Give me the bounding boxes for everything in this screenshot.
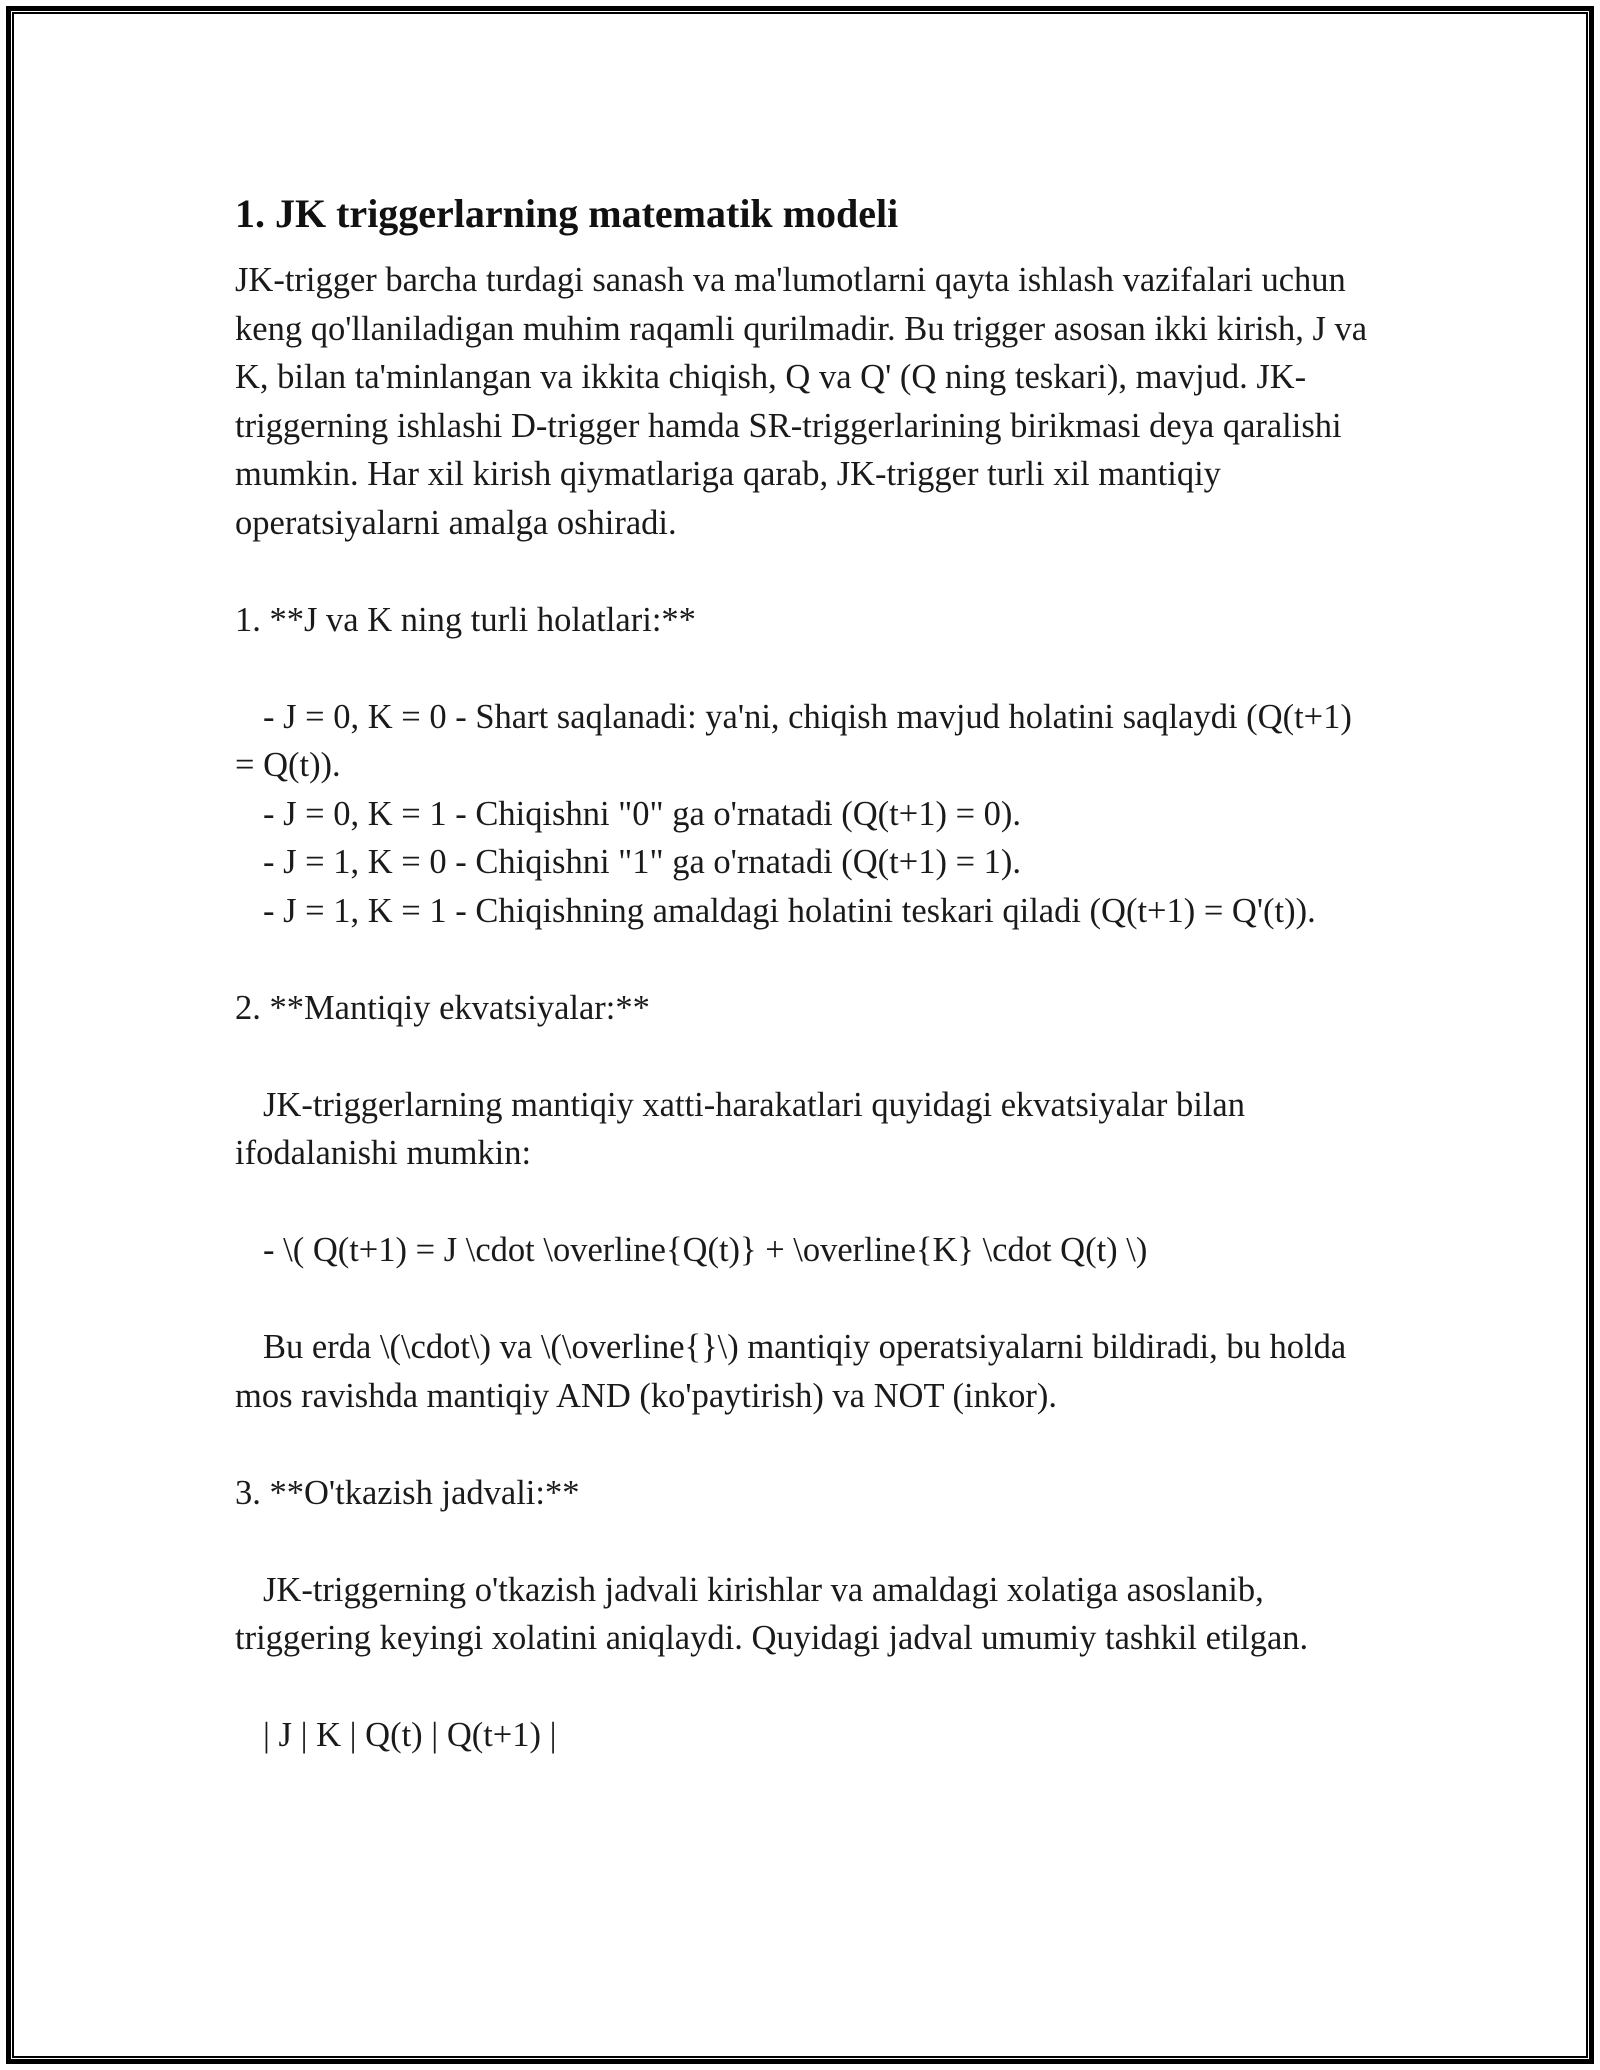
state-item-3: - J = 1, K = 0 - Chiqishni "1" ga o'rnatadi (Q(t+1) = 1). xyxy=(263,843,1022,881)
state-item-1: - J = 0, K = 0 - Shart saqlanadi: ya'ni, chiqish mavjud holatini saqlaydi (Q(t+1) = Q(t)). xyxy=(235,697,1361,784)
section-3-heading: 3. **O'tkazish jadvali:** xyxy=(235,1473,580,1512)
section-2-text: JK-triggerlarning mantiqiy xatti-harakatlari quyidagi ekvatsiyalar bilan ifodalanishi mumkin: xyxy=(235,1085,1254,1172)
section-2-heading: 2. **Mantiqiy ekvatsiyalar:** xyxy=(235,988,650,1027)
spacer xyxy=(235,1420,1370,1469)
spacer xyxy=(235,644,1370,693)
spacer xyxy=(235,935,1370,984)
section-2-note: Bu erda \(\cdot\) va \(\overline{}\) mantiqiy operatsiyalarni bildiradi, bu holda mos ravishda mantiqiy AND (ko'paytirish) va NOT (inkor). xyxy=(235,1328,1355,1415)
spacer xyxy=(235,1032,1370,1081)
section-1-heading: 1. **J va K ning turli holatlari:** xyxy=(235,600,696,639)
state-item-2: - J = 0, K = 1 - Chiqishni "0" ga o'rnatadi (Q(t+1) = 0). xyxy=(263,794,1022,833)
document-body xyxy=(235,186,1376,1760)
section-3-text: JK-triggerning o'tkazish jadvali kirishlar va amaldagi xolatiga asoslanib, triggering keyingi xolatini aniqlaydi. Quyidagi jadval umumiy tashkil etilgan. xyxy=(235,1570,1309,1657)
spacer xyxy=(235,1663,1370,1712)
spacer xyxy=(235,1178,1370,1227)
document-title: 1. JK triggerlarning matematik modeli xyxy=(235,191,899,236)
spacer xyxy=(235,1275,1370,1324)
spacer xyxy=(235,547,1370,596)
transition-table-header: | J | K | Q(t) | Q(t+1) | xyxy=(263,1716,557,1754)
intro-paragraph: JK-trigger barcha turdagi sanash va ma'lumotlarni qayta ishlash vazifalari uchun keng qo'llaniladigan muhim raqamli qurilmadir. Bu trigger asosan ikki kirish, J va K, bilan ta'minlangan va ikkita chiqish, Q va Q' (Q ning teskari), mavjud. JK-triggerning ishlashi D-trigger hamda SR-triggerlarining birikmasi deya qaralishi mumkin. Har xil kirish qiymatlariga qarab, JK-trigger turli xil mantiqiy operatsiyalarni amalga oshiradi. xyxy=(235,261,1376,542)
spacer xyxy=(235,1517,1370,1566)
state-item-4: - J = 1, K = 1 - Chiqishning amaldagi holatini teskari qiladi (Q(t+1) = Q'(t)). xyxy=(263,891,1316,930)
logic-equation: - \( Q(t+1) = J \cdot \overline{Q(t)} + \overline{K} \cdot Q(t) \) xyxy=(263,1231,1148,1269)
